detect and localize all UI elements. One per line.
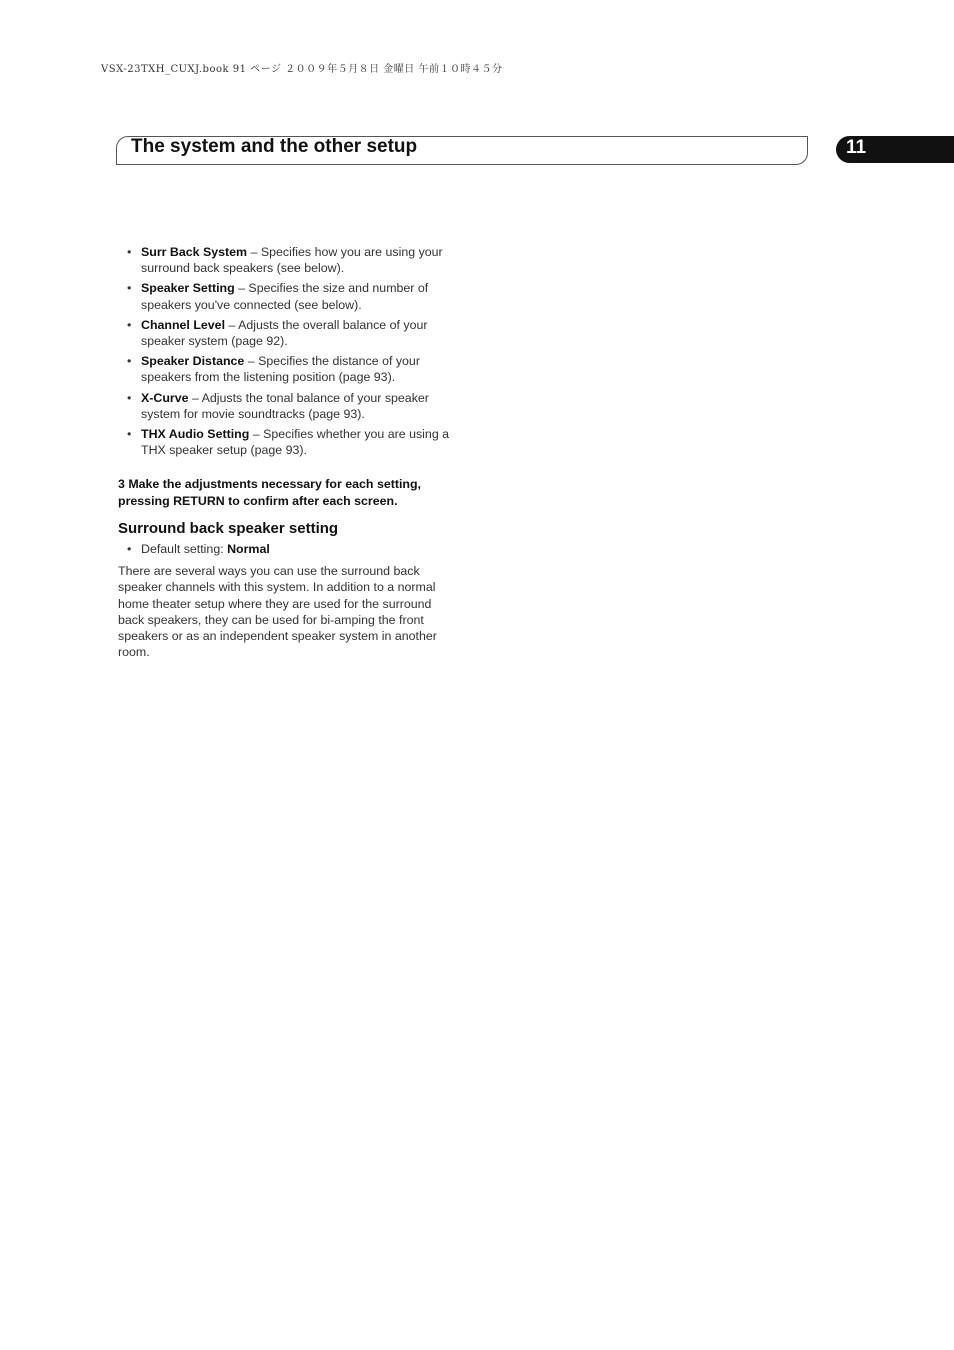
surround-back-paragraph: There are several ways you can use the surround back speaker channels with this system. In addition to a normal home theater setup where they are used for the surround back speakers, they can be used for bi-amping the front speakers or as an independent speaker system in another room. <box>118 564 437 660</box>
chapter-number: 11 <box>846 137 867 158</box>
list-item: • Speaker Setting – Specifies the size and number of speakers you've connected (see below). <box>118 280 451 312</box>
setup-options-list <box>118 244 451 458</box>
surround-back-heading: Surround back speaker setting <box>118 519 339 537</box>
list-item: • Speaker Distance – Specifies the distance of your speakers from the listening position (page 93). <box>118 353 451 385</box>
chapter-title: The system and the other setup <box>131 136 418 157</box>
default-setting: • Default setting: Normal <box>118 541 451 557</box>
list-item: • Channel Level – Adjusts the overall balance of your speaker system (page 92). <box>118 317 451 349</box>
print-slug: VSX-23TXH_CUXJ.book 91 ページ ２００９年５月８日 金曜日 午前１０時４５分 <box>101 64 503 75</box>
left-column <box>118 244 451 660</box>
list-item: • Surr Back System – Specifies how you are using your surround back speakers (see below). <box>118 244 451 276</box>
step-3-instruction: 3 Make the adjustments necessary for each setting, pressing RETURN to confirm after each screen. <box>118 477 421 508</box>
list-item: • X-Curve – Adjusts the tonal balance of your speaker system for movie soundtracks (page 93). <box>118 390 451 422</box>
list-item: • THX Audio Setting – Specifies whether you are using a THX speaker setup (page 93). <box>118 426 451 458</box>
